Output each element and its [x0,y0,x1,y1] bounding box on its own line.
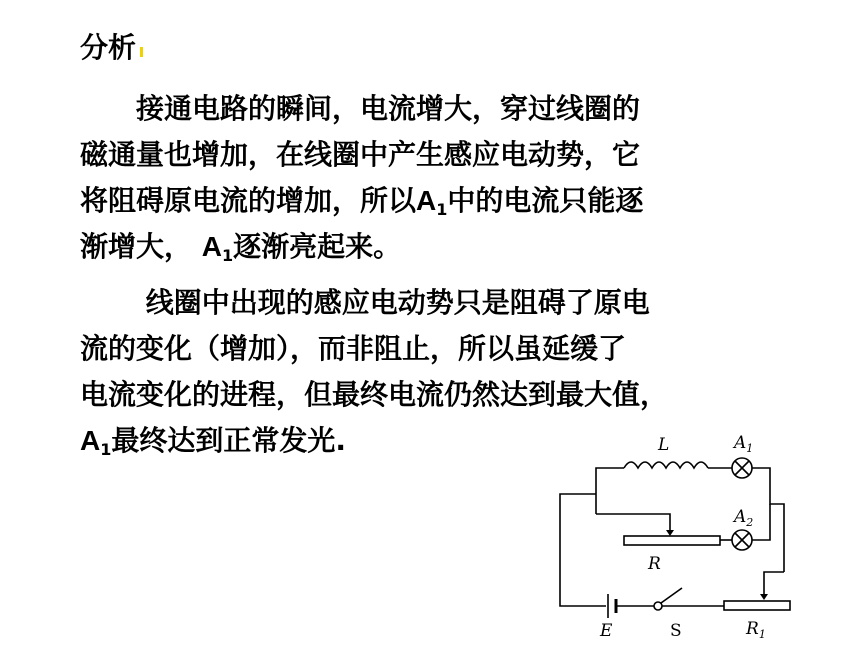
wire-top-right [752,468,784,572]
lamp-a2-cross [735,533,749,547]
heading-text: 分析 [80,31,137,64]
wire-r-slider [596,514,670,532]
p2-line-4-symbol: A [80,425,101,456]
p2-line-4-b: 最终达到正常发光. [111,424,347,457]
label-a1 [732,433,753,455]
r1-slider-arrow [760,594,768,600]
p1-line-4-a: 渐增大， [80,230,193,263]
lamp-a1-cross [735,461,749,475]
rheostat-r1 [724,601,790,610]
p1-line-3-b: 中的电流只能逐 [447,184,644,217]
p1-line-4 [80,224,780,270]
wire-r1-slider [764,572,784,594]
p2-line-2: 流的变化（增加），而非阻止，所以虽延缓了 [80,332,627,365]
cursor-marker [140,47,143,57]
label-a2-letter: A [734,507,747,527]
r-slider-arrow [666,530,674,536]
p1-line-4-subscript: 1 [222,246,234,265]
rheostat-r [624,536,720,545]
p2-line-3: 电流变化的进程，但最终电流仍然达到最大值， [80,378,669,411]
paragraph-1 [80,86,780,270]
p1-line-4-b: 逐渐亮起来。 [233,230,402,263]
label-a2 [732,507,753,529]
p1-line-3-subscript: 1 [436,200,448,219]
wire-top-left [596,468,624,494]
switch-pivot [654,602,662,610]
p2-line-4-subscript: 1 [100,440,112,459]
p2-line-1: 线圈中出现的感应电动势只是阻碍了原电 [80,286,650,319]
label-r1-letter: R [746,619,759,639]
label-s: S [670,621,682,641]
wire-mid-right [752,504,770,540]
p1-line-4-symbol: A [201,231,222,262]
label-r1-sub: 1 [758,628,766,641]
label-a2-sub: 2 [746,516,754,529]
p1-line-3 [80,178,780,224]
label-r: R [648,554,661,574]
p1-line-3-symbol: A [416,185,437,216]
label-a1-sub: 1 [746,442,754,455]
inductor-coil [624,462,708,468]
label-l: L [658,435,670,455]
switch-blade [661,588,682,603]
analysis-heading [80,28,143,68]
label-a1-letter: A [734,433,747,453]
wire-left [560,494,606,606]
label-r1 [745,619,766,641]
label-e: E [600,621,613,641]
p1-line-1: 接通电路的瞬间，电流增大，穿过线圈的 [80,92,641,125]
p1-line-3-a: 将阻碍原电流的增加，所以 [80,184,417,217]
circuit-diagram [552,428,802,643]
p1-line-2: 磁通量也增加，在线圈中产生感应电动势，它 [80,138,641,171]
